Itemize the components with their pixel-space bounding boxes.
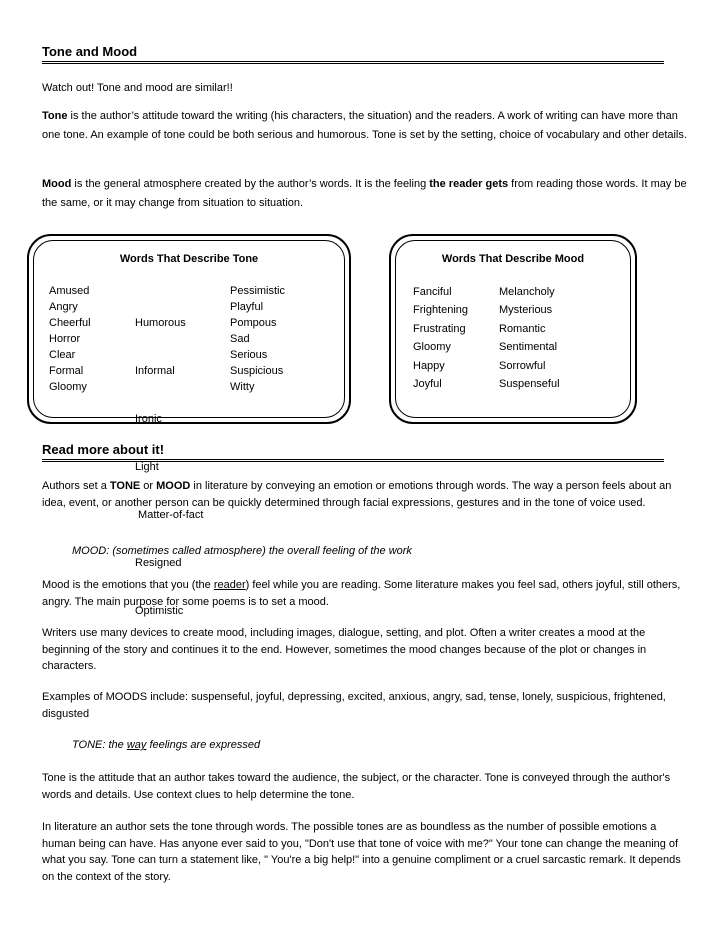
tone-word: Serious — [230, 349, 268, 361]
reader-underlined: reader — [213, 579, 246, 591]
read-more-paragraph-4: Examples of MOODS include: suspenseful, joyful, depressing, excited, anxious, angry, sad, tense, lonely, suspicious, frightened, disgusted — [42, 691, 666, 720]
tone-word: Ironic — [135, 413, 162, 425]
mood-word: Joyful — [413, 378, 442, 391]
tone-word: Matter-of-fact — [135, 509, 204, 521]
text-run: or — [140, 480, 157, 492]
text-run: Authors set a — [42, 480, 110, 492]
tone-keyword: TONE — [109, 480, 141, 492]
tone-word: Optimistic — [135, 605, 184, 617]
mood-word: Frightening — [413, 304, 469, 317]
tone-term: Tone — [42, 110, 68, 122]
mood-words-title: Words That Describe Mood — [441, 253, 585, 265]
tone-word: Resigned — [135, 557, 182, 569]
tone-word: Formal — [49, 365, 84, 377]
tone-word: Witty — [230, 381, 255, 393]
tone-words-title: Words That Describe Tone — [119, 253, 259, 265]
text-run: TONE: the — [72, 739, 127, 751]
tone-definition — [42, 107, 688, 144]
mood-words-column-2 — [499, 283, 560, 393]
tone-word: Suspicious — [230, 365, 284, 377]
tone-words-column-3 — [230, 283, 285, 395]
mood-words-box — [389, 234, 637, 424]
mood-keyword: MOOD — [156, 480, 191, 492]
mood-word: Sentimental — [499, 341, 558, 354]
tone-word: Informal — [135, 365, 175, 377]
text-run: in literature by conveying an emotion or emotions through words. The way a person feels about an idea, event, or another person can be quickly determined through facial expressions, gestures and in the tone of voice used. — [42, 480, 672, 509]
read-more-paragraph-3: Writers use many devices to create mood, including images, dialogue, setting, and plot. Often a writer creates a mood at the beginning of the story and continues it to the end. However, sometimes the mood changes because of the plot or changes in characters. — [42, 627, 647, 672]
mood-definition-emphasis: the reader gets — [429, 178, 509, 190]
mood-word: Frustrating — [413, 322, 466, 335]
mood-word: Suspenseful — [499, 378, 560, 391]
tone-word: Humorous — [135, 317, 186, 329]
read-more-paragraph-2 — [42, 577, 688, 610]
mood-term: Mood — [42, 178, 72, 190]
tone-definition-text: is the author’s attitude toward the writing (his characters, the situation) and the readers. A work of writing can have more than one tone. An example of tone could be both serious and humorous. Tone is set by the setting, choice of vocabulary and other details. — [42, 110, 687, 141]
tone-word: Playful — [230, 301, 264, 313]
tone-word: Sad — [230, 333, 250, 345]
tone-words-column-1 — [49, 283, 91, 395]
intro-line: Watch out! Tone and mood are similar!! — [42, 82, 233, 94]
read-more-paragraph-6: In literature an author sets the tone through words. The possible tones are as boundless as the number of possible emotions a human being can have. Has anyone ever said to you, "Don't use that tone of voice with me?" Your tone can change the meaning of what you say. Tone can turn a statement like, " You're a big help!" into a genuine compliment or a cruel sarcastic remark. It depends on the context of the story. — [42, 821, 681, 883]
mood-word: Fanciful — [413, 286, 452, 298]
mood-definition-text-b: from reading those words. It may be the same, or it may change from situation to situation. — [42, 178, 687, 209]
read-more-paragraph-5: Tone is the attitude that an author takes toward the audience, the subject, or the character. Tone is conveyed through the author's words and details. Use context clues to help determine the tone. — [42, 772, 671, 801]
mood-word: Sorrowful — [499, 359, 546, 372]
read-more-heading: Read more about it! — [42, 442, 664, 462]
page-title: Tone and Mood — [42, 44, 664, 64]
tone-word: Pompous — [230, 317, 277, 329]
tone-word: Clear — [49, 349, 76, 361]
tone-word: Light — [135, 461, 159, 473]
mood-word: Romantic — [499, 322, 546, 335]
text-run: feelings are expressed — [146, 739, 261, 751]
mood-word: Happy — [413, 359, 445, 372]
mood-definition-text-a: is the general atmosphere created by the author’s words. It is the feeling — [71, 178, 430, 190]
tone-definition-line — [72, 737, 718, 754]
tone-word: Cheerful — [49, 317, 91, 329]
mood-word: Gloomy — [413, 341, 451, 354]
text-run: Mood is the emotions that you (the — [42, 579, 214, 591]
mood-word: Mysterious — [499, 304, 553, 317]
tone-word: Gloomy — [49, 381, 87, 393]
text-run: ) feel while you are reading. Some literature makes you feel sad, others joyful, still others, angry. The main purpose for some poems is to set a mood. — [42, 579, 681, 608]
way-underlined: way — [126, 739, 147, 751]
tone-word: Horror — [49, 333, 81, 345]
mood-word: Melancholy — [499, 286, 555, 298]
read-more-paragraph-1 — [42, 478, 688, 511]
tone-word: Pessimistic — [230, 285, 286, 297]
mood-words-column-1 — [413, 283, 468, 393]
mood-definition-line: MOOD: (sometimes called atmosphere) the overall feeling of the work — [72, 545, 412, 557]
tone-word: Amused — [49, 285, 90, 297]
mood-definition — [42, 175, 688, 212]
tone-word: Angry — [49, 301, 78, 313]
